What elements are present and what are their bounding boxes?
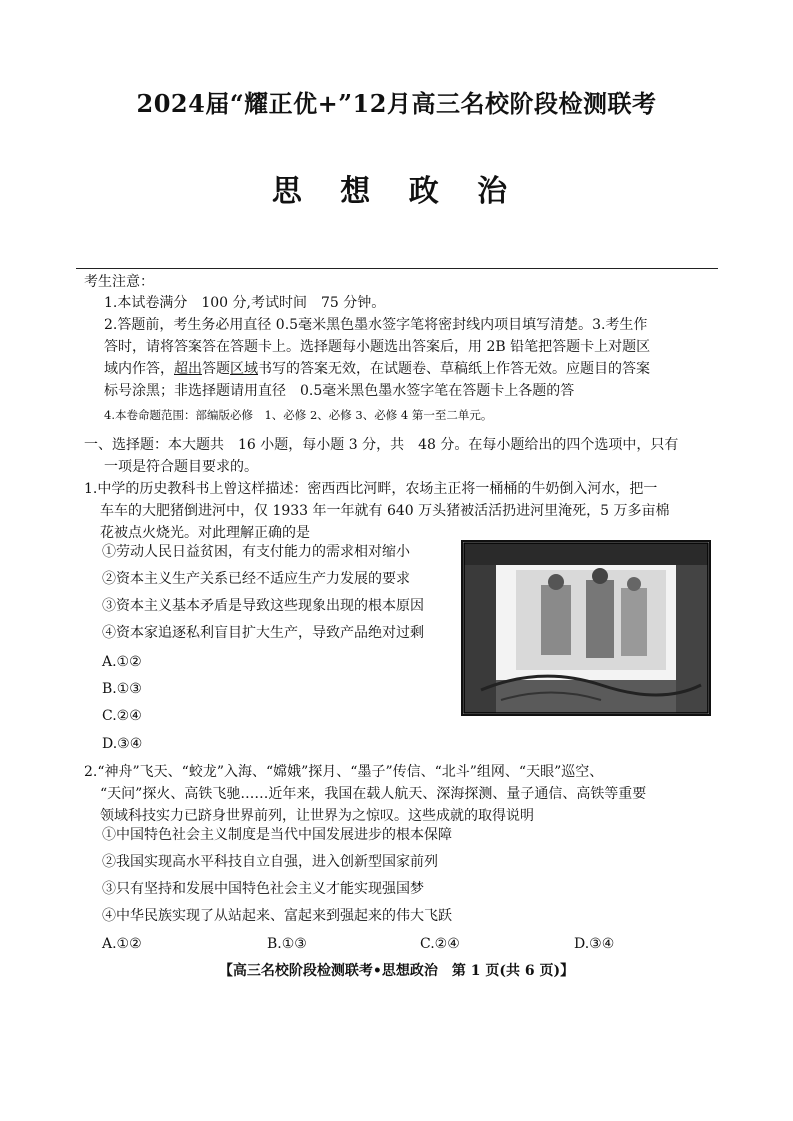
q1-statement-2: ②资本主义生产关系已经不适应生产力发展的要求 [102,571,410,587]
q2-stem-line-3: 领域科技实力已跻身世界前列，让世界为之惊叹。这些成就的取得说明 [100,808,534,824]
q1-statement-4: ④资本家追逐私利盲目扩大生产，导致产品绝对过剩 [102,625,424,641]
q2-option-c: C.②④ [420,936,460,952]
header-divider [76,268,718,269]
q1-option-c: C.②④ [102,708,142,724]
q1-statement-3: ③资本主义基本矛盾是导致这些现象出现的根本原因 [102,598,424,614]
q1-option-b: B.①③ [102,681,142,697]
section-1-intro-line-2: 一项是符合题目要求的。 [104,459,258,475]
notice-item-2-line-3 [104,358,650,380]
notice-item-4: 4.本卷命题范围：部编版必修 1、必修 2、必修 3、必修 4 第一至二单元。 [104,408,493,422]
notice-heading: 考生注意： [84,274,154,290]
q1-stem-line-1: 1.中学的历史教科书上曾这样描述：密西西比河畔，农场主正将一桶桶的牛奶倒入河水，把一 [84,481,658,497]
notice-text: 书写的答案无效，在试题卷、草稿纸上作答无效。应题目的答案 [258,361,650,377]
q2-option-d: D.③④ [574,936,615,952]
notice-item-2-line-1: 2.答题前，考生务必用直径 0.5毫米黑色墨水签字笔将密封线内项目填写清楚。3.考生作 [104,317,648,333]
q2-statement-2: ②我国实现高水平科技自立自强，进入创新型国家前列 [102,854,438,870]
q1-option-d: D.③④ [102,736,143,752]
q2-stem-line-1: 2.“神舟”飞天、“蛟龙”入海、“嫦娥”探月、“墨子”传信、“北斗”组网、“天眼”巡空、 [84,764,604,780]
q2-option-a: A.①② [102,936,142,952]
q2-option-b: B.①③ [267,936,307,952]
exam-title: 2024届“耀正优+”12月高三名校阶段检测联考 [136,89,657,118]
page-footer: 【高三名校阶段检测联考•思想政治 第 1 页(共 6 页)】 [218,963,575,979]
q1-stem-line-3: 花被点火烧光。对此理解正确的是 [100,525,310,541]
q2-statement-4: ④中华民族实现了从站起来、富起来到强起来的伟大飞跃 [102,908,452,924]
q1-stem-line-2: 车车的大肥猪倒进河中，仅 1933 年一年就有 640 万头猪被活活扔进河里淹死，5 万多亩棉 [100,503,670,519]
q2-statement-1: ①中国特色社会主义制度是当代中国发展进步的根本保障 [102,827,452,843]
q2-stem-line-2: “天问”探火、高铁飞驰……近年来，我国在载人航天、深海探测、量子通信、高铁等重要 [100,786,647,802]
underlined-text: 超出 [174,361,202,377]
historical-photo [461,540,711,716]
notice-text: 答题 [202,361,230,377]
notice-item-2-line-2: 答时，请将答案答在答题卡上。选择题每小题选出答案后，用 2B 铅笔把答题卡上对题区 [104,339,651,355]
notice-item-2-line-4: 标号涂黑；非选择题请用直径 0.5毫米黑色墨水签字笔在答题卡上各题的答 [104,383,575,399]
q1-statement-1: ①劳动人民日益贫困，有支付能力的需求相对缩小 [102,544,410,560]
subject-title: 思 想 政 治 [271,174,522,209]
q2-statement-3: ③只有坚持和发展中国特色社会主义才能实现强国梦 [102,881,424,897]
notice-text: 域内作答， [104,361,174,377]
notice-item-1: 1.本试卷满分 100 分,考试时间 75 分钟。 [104,295,386,311]
q1-option-a: A.①② [102,654,142,670]
section-1-intro-line-1: 一、选择题：本大题共 16 小题，每小题 3 分，共 48 分。在每小题给出的四个选项中，只有 [84,437,679,453]
underlined-text: 区域 [230,361,258,377]
